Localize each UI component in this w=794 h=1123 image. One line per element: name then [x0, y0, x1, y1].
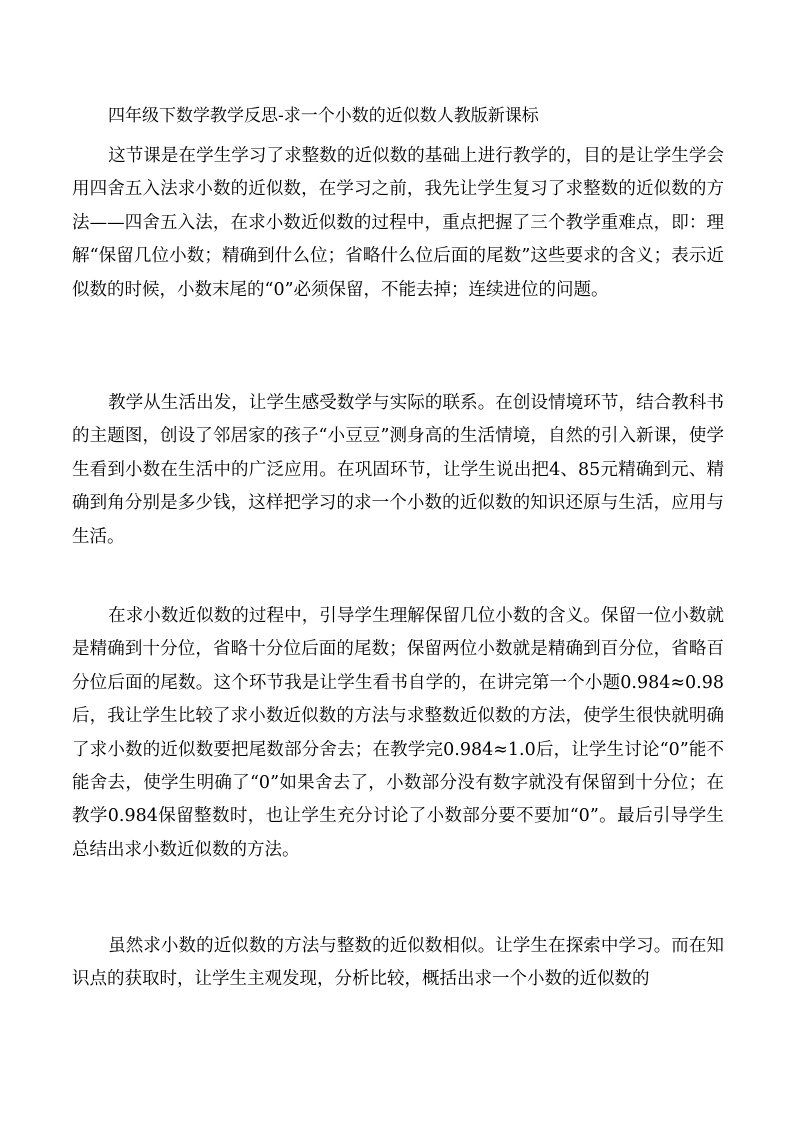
paragraph-3-text: 在求小数近似数的过程中，引导学生理解保留几位小数的含义。保留一位小数就是精确到十分位，省略十分位后面的尾数；保留两位小数就是精确到百分位，省略百分位后面的尾数。这个环节我是让学生看书自学的，在讲完第一个小题0.984≈0.98后，我让学生比较了求小数近似数的方法与求整数近似数的方法，使学生很快就明确了求小数的近似数要把尾数部分舍去；在教学完0.984≈1.0后，让学生讨论“0”能不能舍去，使学生明确了“0”如果舍去了，小数部分没有数字就没有保留到十分位；在教学0.984保留整数时，也让学生充分讨论了小数部分要不要加“0”。最后引导学生总结出求小数近似数的方法。	[72, 606, 724, 860]
paragraph-4	[72, 930, 724, 997]
paragraph-2-text: 教学从生活出发，让学生感受数学与实际的联系。在创设情境环节，结合教科书的主题图，创设了邻居家的孩子“小豆豆”测身高的生活情境，自然的引入新课，使学生看到小数在生活中的广泛应用。在巩固环节，让学生说出把4、85元精确到元、精确到角分别是多少钱，这样把学习的求一个小数的近似数的知识还原与生活，应用与生活。	[72, 393, 724, 547]
paragraph-2	[72, 387, 724, 554]
paragraph-4-text: 虽然求小数的近似数的方法与整数的近似数相似。让学生在探索中学习。而在知识点的获取时，让学生主观发现，分析比较，概括出求一个小数的近似数的	[72, 936, 724, 990]
paragraph-3	[72, 600, 724, 867]
paragraph-1	[72, 140, 724, 307]
paragraph-1-text: 这节课是在学生学习了求整数的近似数的基础上进行教学的，目的是让学生学会用四舍五入法求小数的近似数，在学习之前，我先让学生复习了求整数的近似数的方法——四舍五入法，在求小数近似数的过程中，重点把握了三个教学重难点，即：理解“保留几位小数；精确到什么位；省略什么位后面的尾数”这些要求的含义；表示近似数的时候，小数末尾的“0”必须保留，不能去掉；连续进位的问题。	[72, 146, 724, 300]
document-title: 四年级下数学教学反思-求一个小数的近似数人教版新课标	[108, 106, 539, 126]
